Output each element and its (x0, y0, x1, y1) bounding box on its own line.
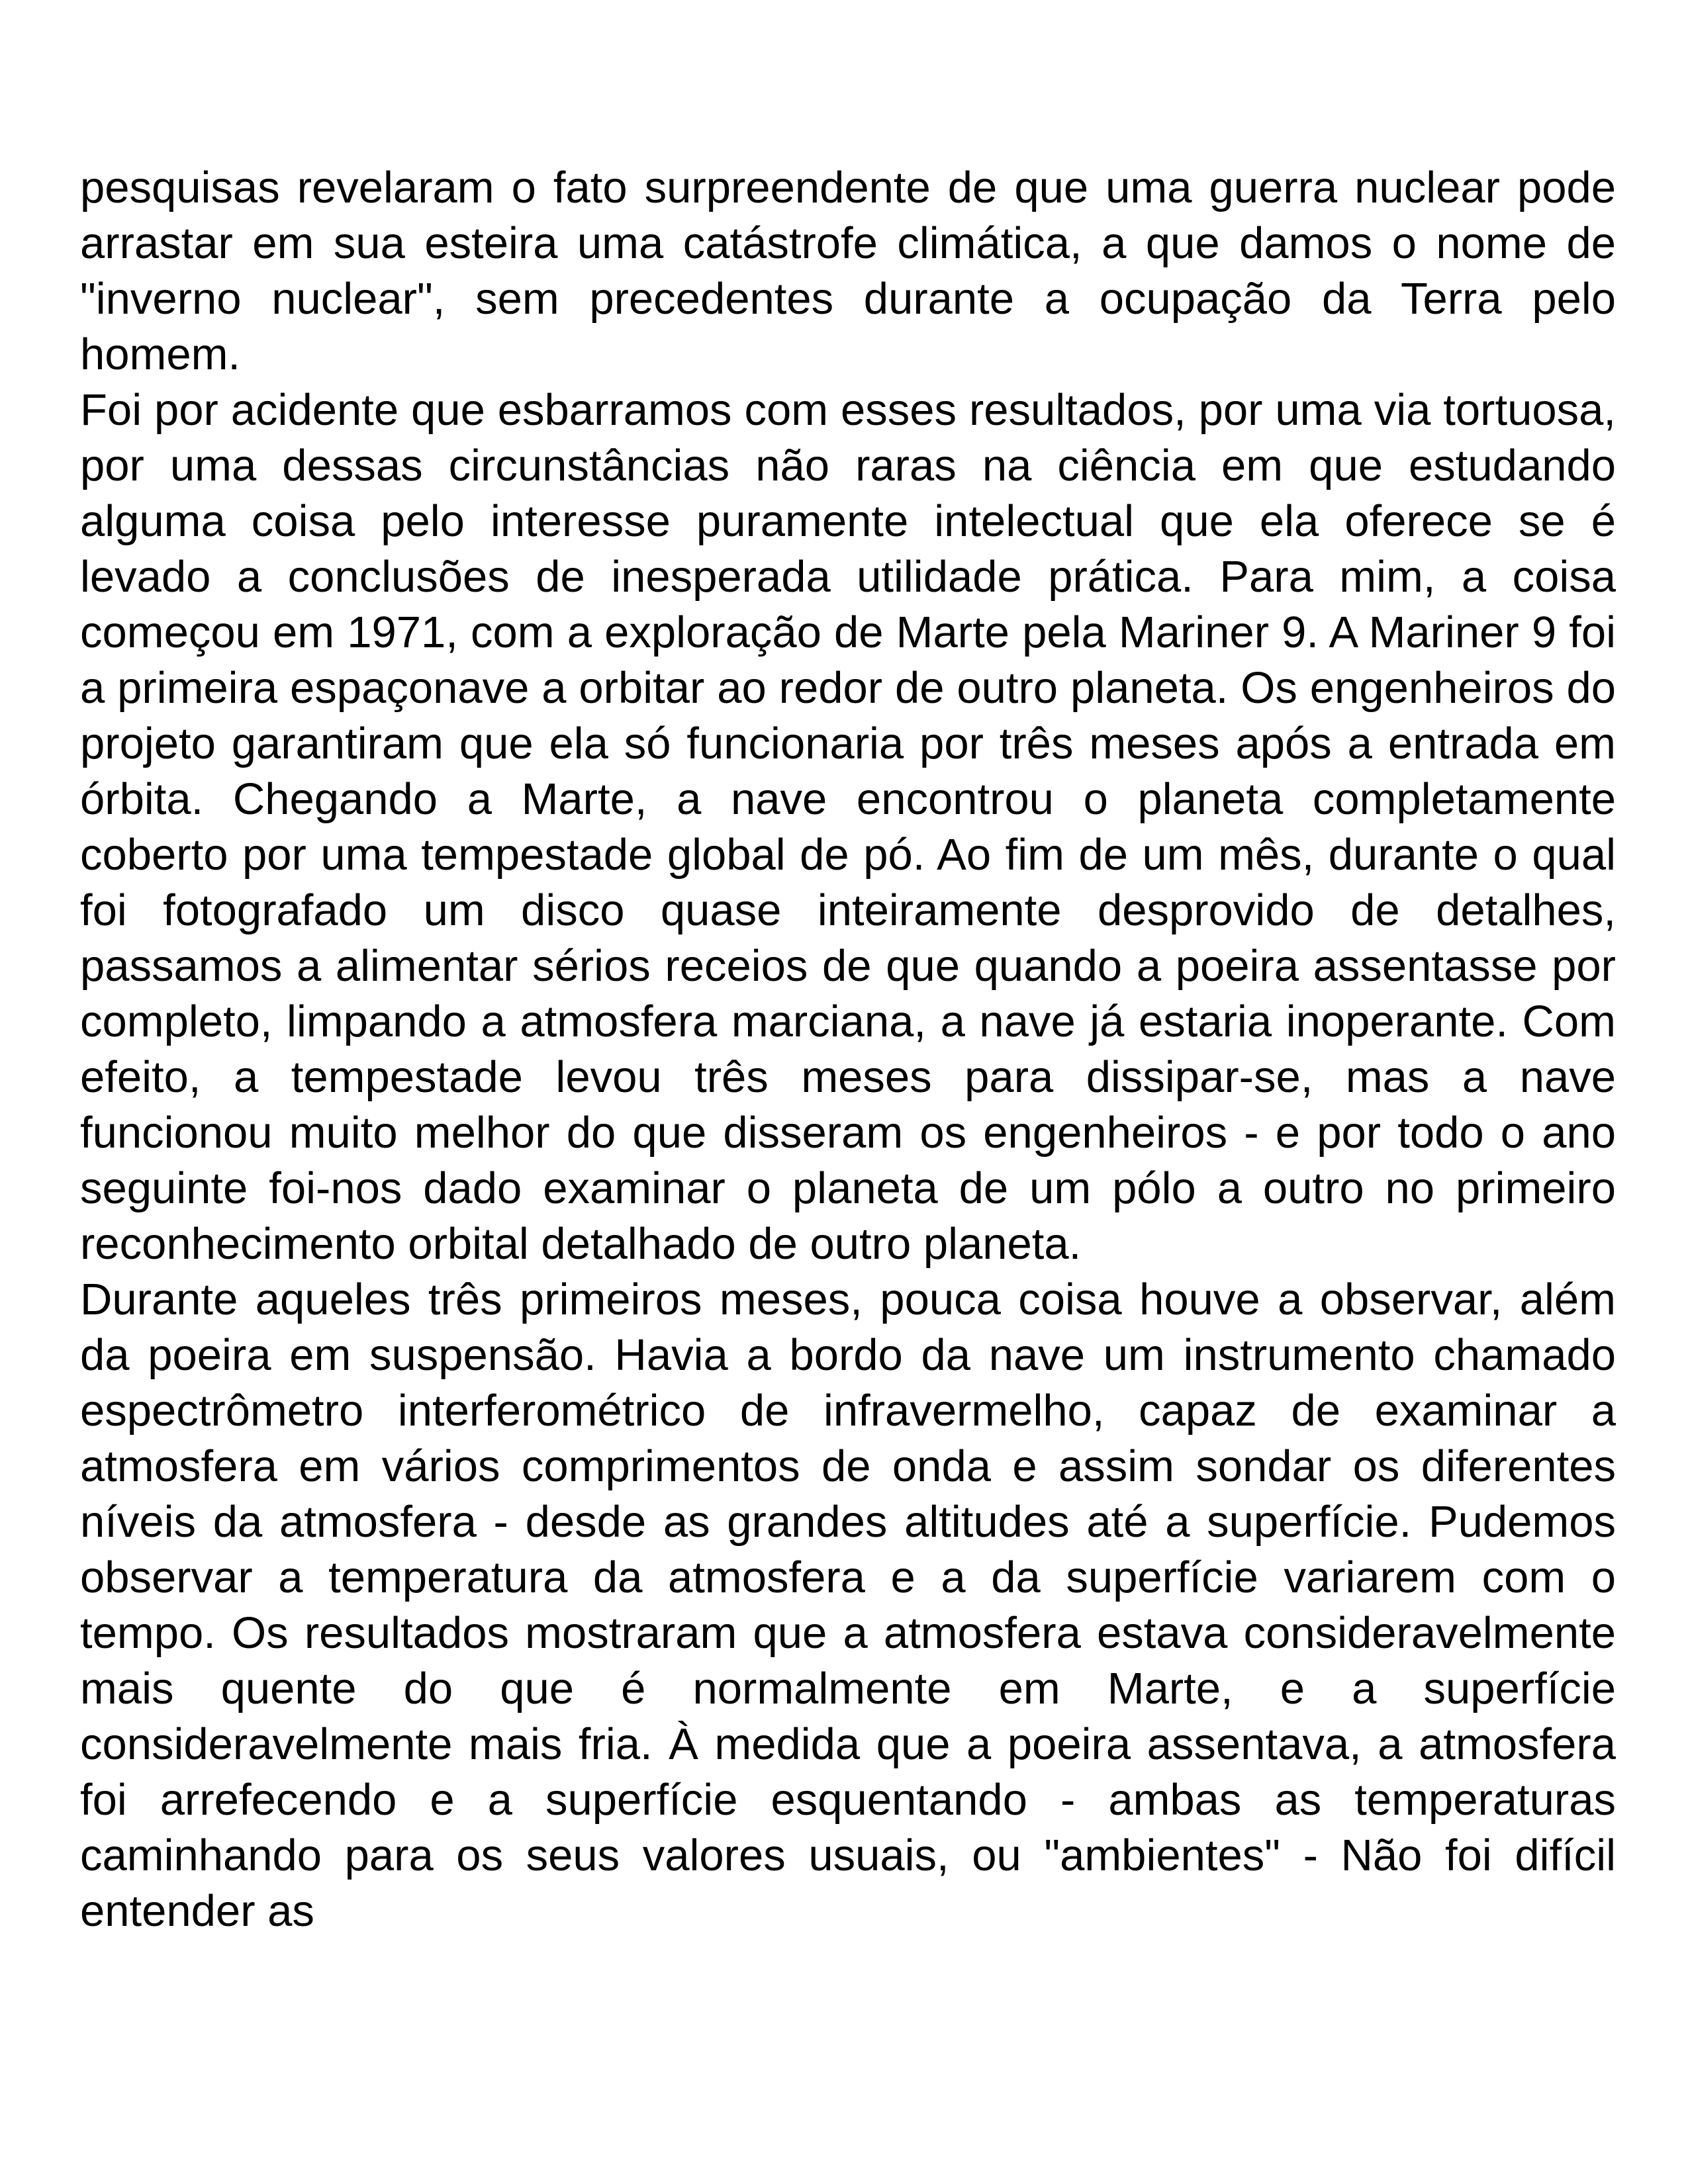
paragraph-1: pesquisas revelaram o fato surpreendente de que uma guerra nuclear pode arrastar em sua esteira uma catástrofe climática, a que damos o nome de "inverno nuclear", sem precedentes durante a ocupação da Terra pelo homem. (80, 163, 1616, 379)
paragraph-2: Foi por acidente que esbarramos com esses resultados, por uma via tortuosa, por uma dessas circunstâncias não raras na ciência em que estudando alguma coisa pelo interesse puramente intelectual que ela oferece se é levado a conclusões de inesperada utilidade prática. Para mim, a coisa começou em 1971, com a exploração de Marte pela Mariner 9. A Mariner 9 foi a primeira espaçonave a orbitar ao redor de outro planeta. Os engenheiros do projeto garantiram que ela só funcionaria por três meses após a entrada em órbita. Chegando a Marte, a nave encontrou o planeta completamente coberto por uma tempestade global de pó. Ao fim de um mês, durante o qual foi fotografado um disco quase inteiramente desprovido de detalhes, passamos a alimentar sérios receios de que quando a poeira assentasse por completo, limpando a atmosfera marciana, a nave já estaria inoperante. Com efeito, a tempestade levou três meses para dissipar-se, mas a nave funcionou muito melhor do que disseram os engenheiros - e por todo o ano seguinte foi-nos dado examinar o planeta de um pólo a outro no primeiro reconhecimento orbital detalhado de outro planeta. (80, 385, 1616, 1269)
paragraph-3: Durante aqueles três primeiros meses, pouca coisa houve a observar, além da poeira em suspensão. Havia a bordo da nave um instrumento chamado espectrômetro interferométrico de infravermelho, capaz de examinar a atmosfera em vários comprimentos de onda e assim sondar os diferentes níveis da atmosfera - desde as grandes altitudes até a superfície. Pudemos observar a temperatura da atmosfera e a da superfície variarem com o tempo. Os resultados mostraram que a atmosfera estava consideravelmente mais quente do que é normalmente em Marte, e a superfície consideravelmente mais fria. À medida que a poeira assentava, a atmosfera foi arrefecendo e a superfície esquentando - ambas as temperaturas caminhando para os seus valores usuais, ou "ambientes" - Não foi difícil entender as (80, 1275, 1616, 1936)
body-text (80, 160, 1616, 1939)
